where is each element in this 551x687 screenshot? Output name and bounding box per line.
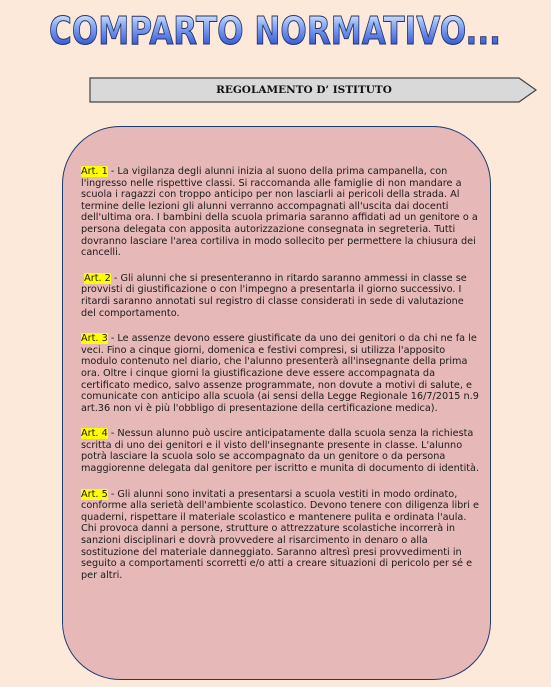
article-5: [81, 489, 481, 582]
article-text: - La vigilanza degli alunni inizia al suono della prima campanella, con l'ingresso nelle rispettive classi. Si raccomanda alle famiglie di non mandare a scuola i ragazzi con troppo anticipo per non lasciarli ai pericoli della strada. Al termine delle lezioni gli alunni verranno accompagnati all'uscita dai docenti dell'ultima ora. I bambini della scuola primaria saranno affidati ad un genitore o a persona delegata con apposita autorizzazione consegnata in segreteria. Tutti dovranno lasciare l'area cortiliva in modo sollecito per permettere la chiusura dei cancelli.: [81, 166, 478, 259]
article-text: - Le assenze devono essere giustificate da uno dei genitori o da chi ne fa le veci. Fino a cinque giorni, domenica e festivi compresi, si utilizza l'apposito modulo contenuto nel diario, che l'alunno presenterà all'insegnante della prima ora. Oltre i cinque giorni la giustificazione deve essere accompagnata da certificato medico, salvo assenze programmate, non dovute a motivi di salute, e comunicate con anticipo alla scuola (ai sensi della Legge Regionale 16/7/2015 n.9 art.36 non vi è più l'obbligo di presentazione della certificazione medica).: [81, 333, 479, 414]
rules-content: [81, 166, 481, 595]
banner-label: REGOLAMENTO D’ ISTITUTO: [216, 84, 392, 96]
page-title: [0, 2, 551, 60]
article-label: Art. 2: [84, 272, 111, 284]
article-4: [81, 428, 481, 474]
section-banner: [89, 77, 538, 103]
article-label: Art. 4: [81, 428, 108, 440]
article-text: - Gli alunni sono invitati a presentarsi a scuola vestiti in modo ordinato, conforme alla serietà dell'ambiente scolastico. Devono tenere con diligenza libri e quaderni, rispettare il materiale scolastico e mantenere pulita e ordinata l'aula. Chi provoca danni a persone, strutture o attrezzature scolastiche incorrerà in sanzioni disciplinari e dovrà provvedere al risarcimento in denaro o alla sostituzione del materiale danneggiato. Saranno altresì presi provvedimenti in seguito a comportamenti scorretti e/o atti a creare situazioni di pericolo per sé e per altri.: [81, 488, 480, 581]
article-text: - Nessun alunno può uscire anticipatamente dalla scuola senza la richiesta scritta di uno dei genitori e il visto dell'insegnante presente in classe. L'alunno potrà lasciare la scuola solo se accompagnato da un genitore o da persona maggiorenne delegata dal genitore per iscritto e munita di documento di identità.: [81, 428, 480, 475]
article-3: [81, 333, 481, 414]
title-text: COMPARTO NORMATIVO...: [49, 9, 501, 53]
article-1: [81, 166, 481, 259]
article-label: Art. 1: [81, 166, 108, 177]
article-label: Art. 5: [81, 488, 108, 500]
wordart-title: [0, 2, 551, 60]
article-2: [81, 273, 481, 319]
article-label: Art. 3: [81, 333, 108, 345]
article-text: - Gli alunni che si presenteranno in ritardo saranno ammessi in classe se provvisti di giustificazione o con l'impegno a presentarla il giorno successivo. I ritardi saranno annotati sul registro di classe considerati in sede di valutazione del comportamento.: [81, 272, 467, 319]
